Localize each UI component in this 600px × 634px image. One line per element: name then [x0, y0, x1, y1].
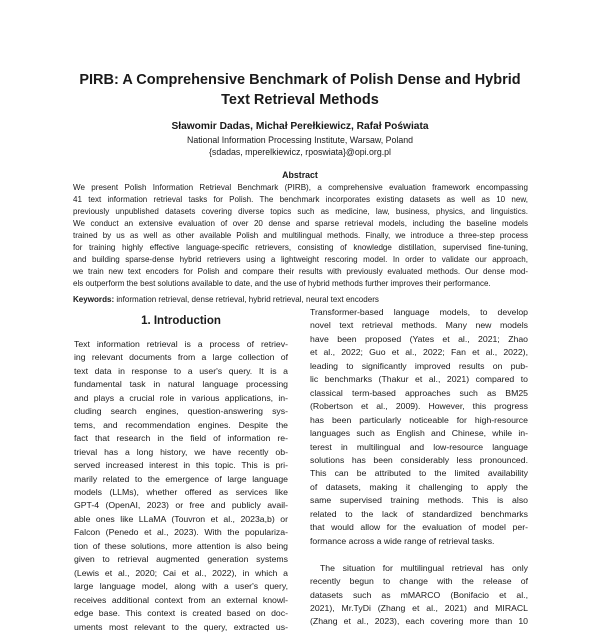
affiliation: National Information Processing Institute, Warsaw, Poland: [186, 135, 414, 145]
text-line: trained by us as well as other available Polish and multilingual methods. Finally, we introduce a three-step process: [73, 231, 528, 241]
text-line: edge base. This context is created based on doc-: [74, 608, 288, 619]
text-line: given to retrieval augmented generation systems: [74, 554, 288, 565]
paper-title: [40, 70, 560, 110]
abstract-body: [73, 182, 528, 290]
text-line: novel text retrieval methods. Many new models: [310, 320, 528, 331]
text-line: that would allow for the evaluation of model per-: [310, 522, 528, 533]
text-line: Transformer-based language models, to develop: [310, 307, 528, 317]
text-line: have been proposed (Yates et al., 2021; Zhao: [310, 333, 528, 344]
text-line: We present Polish Information Retrieval Benchmark (PIRB), a comprehensive evaluation framework encompassing: [73, 183, 528, 192]
text-line: (Robertson et al., 2009). However, this progress: [310, 401, 528, 412]
abstract-heading: Abstract: [282, 170, 318, 180]
authors: Sławomir Dadas, Michał Perełkiewicz, Rafał Poświata: [171, 121, 429, 132]
text-line: large language model, along with a user's query,: [74, 581, 288, 592]
text-line: (Zhang et al., 2023), each covering more than 10: [310, 616, 528, 627]
text-line: same supervised training methods. This is also: [310, 495, 528, 506]
text-line: classical term-based approaches such as BM25: [310, 387, 528, 398]
text-line: Falcon (Penedo et al., 2023). With the populariza-: [74, 527, 288, 538]
text-line: formance across a wide range of retrieval tasks.: [310, 535, 495, 546]
paragraph-gap: [310, 548, 528, 561]
text-line: els outperform the best solutions available to date, and the use of hybrid methods further improves their performance.: [73, 279, 491, 289]
text-line: 2021), Mr.TyDi (Zhang et al., 2021) and MIRACL: [310, 602, 528, 613]
text-line: and plays a crucial role in various applications, in-: [74, 392, 288, 403]
text-line: datasets such as mMARCO (Bonifacio et al.,: [310, 589, 528, 600]
text-line: receives additional context from an external knowl-: [74, 594, 288, 605]
text-line: This can be attributed to the limited availability: [310, 468, 528, 479]
text-line: languages such as English and Chinese, while in-: [310, 428, 528, 439]
text-line: The situation for multilingual retrieval has only: [320, 562, 528, 573]
text-line: recently begun to change with the release of: [310, 576, 528, 587]
keywords-label: Keywords:: [73, 295, 115, 304]
text-line: et al., 2022; Guo et al., 2022; Fan et al., 2022),: [310, 347, 528, 358]
text-line: 41 text information retrieval tasks for Polish. The benchmark incorporates existing datasets as well as 10 new,: [73, 195, 528, 205]
text-line: previously unpublished datasets covering diverse topics such as medicine, law, business, physics, and linguistics.: [73, 207, 528, 217]
left-column: [74, 338, 288, 634]
text-line: models (LLMs), whether offered as services like: [74, 486, 288, 497]
text-line: we train new text encoders for Polish and compare their results with previously evaluated methods. Our dense mod-: [73, 267, 528, 277]
keywords: [73, 295, 379, 304]
text-line: and building sparse-dense hybrid retrievers using a lightweight rescoring model. In order to validate our approach,: [73, 255, 528, 265]
text-line: of datasets, making it challenging to apply the: [310, 481, 528, 492]
text-line: Text information retrieval is a process of retriev-: [74, 339, 288, 349]
text-line: cluding search engines, question-answering sys-: [74, 406, 288, 417]
text-line: tion of these solutions, more attention is also being: [74, 540, 288, 551]
text-line: for training highly effective language-specific retrievers, consisting of knowledge distillation, supervised fine-tuning,: [73, 243, 528, 253]
text-line: uments most relevant to the query, extracted us-: [74, 621, 288, 632]
text-line: text data in response to a user's query. It is a: [74, 365, 288, 376]
keywords-text: information retrieval, dense retrieval, hybrid retrieval, neural text encoders: [116, 295, 379, 304]
title-line: Text Retrieval Methods: [221, 92, 379, 108]
section-heading-introduction: 1. Introduction: [141, 315, 221, 327]
text-line: trieval has a long history, we have recently ob-: [74, 446, 288, 457]
text-line: terest in multilingual and low-resource language: [310, 441, 528, 452]
text-line: lic benchmarks (Thakur et al., 2021) compared to: [310, 374, 528, 385]
title-line: PIRB: A Comprehensive Benchmark of Polish Dense and Hybrid: [79, 72, 521, 88]
text-line: related to the lack of standardized benchmarks: [310, 508, 528, 519]
text-line: (Lewis et al., 2020; Cai et al., 2022), in which a: [74, 567, 288, 578]
text-line: able ones like LLaMA (Touvron et al., 2023a,b) or: [74, 513, 288, 524]
text-line: has been particularly noticeable for high-resource: [310, 414, 528, 425]
text-line: fundamental task in natural language processing: [74, 379, 288, 390]
text-line: served increased interest in this topic. This is pri-: [74, 460, 288, 471]
text-line: tems, and recommendation engines. Despite the: [74, 419, 288, 430]
right-column: [310, 306, 528, 629]
text-line: solutions has been considerably less pronounced.: [310, 454, 528, 465]
text-line: GPT-4 (OpenAI, 2023) or free and publicly avail-: [74, 500, 288, 511]
author-emails: {sdadas, mperelkiewicz, rposwiata}@opi.org.pl: [208, 147, 392, 157]
text-line: We conduct an extensive evaluation of over 20 dense and sparse retrieval models, including the baseline models: [73, 219, 528, 229]
text-line: ing relevant documents from a large collection of: [74, 352, 288, 363]
text-line: marily related to the emergence of large language: [74, 473, 288, 484]
text-line: fact that research in the field of information re-: [74, 433, 288, 444]
text-line: leading to significantly improved results on pub-: [310, 360, 528, 371]
